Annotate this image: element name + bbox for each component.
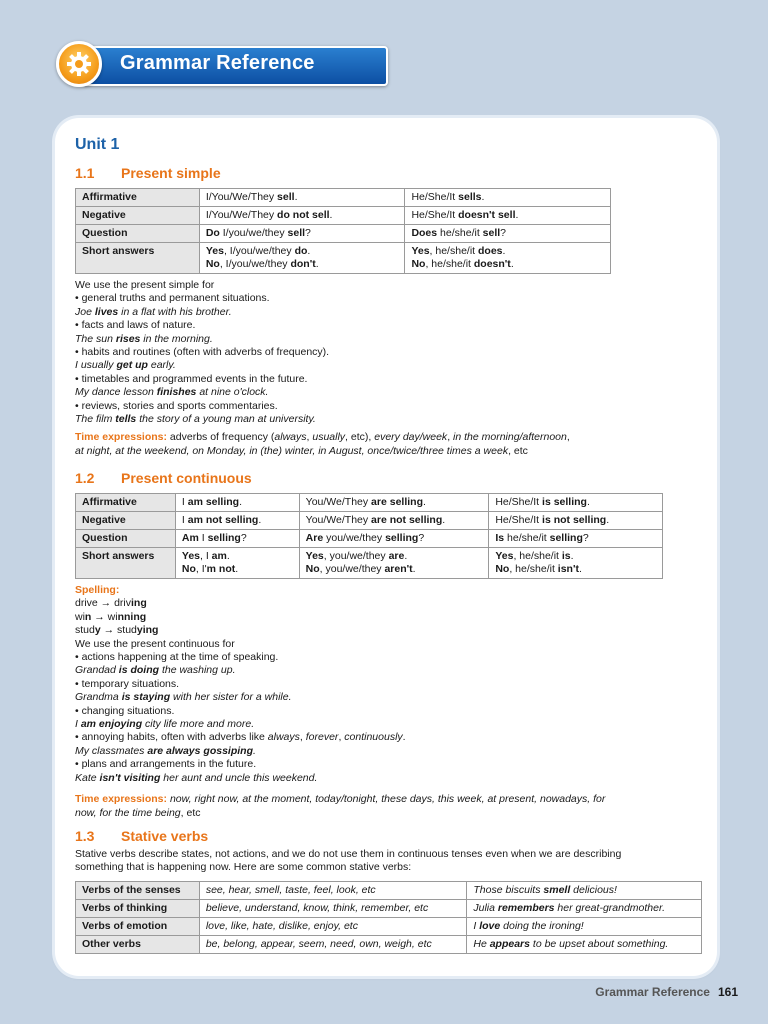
example-line: My classmates are always gossiping. <box>75 744 256 757</box>
example-line: Grandma is staying with her sister for a while. <box>75 691 292 704</box>
table-row <box>76 530 663 548</box>
table-cell: Those biscuits smell delicious! <box>467 882 702 900</box>
example-line: The sun rises in the morning. <box>75 332 213 345</box>
table-cell: Short answers <box>76 243 200 274</box>
example-line: I usually get up early. <box>75 359 176 372</box>
table-cell: Short answers <box>76 548 176 579</box>
table-row <box>76 900 702 918</box>
footer-label: Grammar Reference <box>595 985 710 999</box>
table-cell: Question <box>76 225 200 243</box>
gear-icon <box>56 41 102 87</box>
table-cell: He/She/It doesn't sell. <box>405 207 611 225</box>
table-cell: Are you/we/they selling? <box>299 530 489 548</box>
table-cell: I/You/We/They sell. <box>199 189 405 207</box>
present-continuous-table <box>75 493 663 579</box>
text-line: • plans and arrangements in the future. <box>75 758 257 771</box>
table-cell: be, belong, appear, seem, need, own, weigh, etc <box>199 936 467 954</box>
text-line: • temporary situations. <box>75 677 180 690</box>
table-row <box>76 882 702 900</box>
text-line: • facts and laws of nature. <box>75 319 196 332</box>
text-line: study → studying <box>75 624 159 637</box>
example-line: Kate isn't visiting her aunt and uncle this weekend. <box>75 771 318 784</box>
table-cell: Verbs of thinking <box>76 900 200 918</box>
table-cell: He appears to be upset about something. <box>467 936 702 954</box>
example-line: The film tells the story of a young man at university. <box>75 413 316 426</box>
present-continuous-uses <box>75 584 705 820</box>
table-cell: Julia remembers her great-grandmother. <box>467 900 702 918</box>
text-line: • timetables and programmed events in the future. <box>75 372 308 385</box>
section-name: Present simple <box>121 165 221 181</box>
spelling-label: Spelling: <box>75 584 120 596</box>
text-line: • changing situations. <box>75 704 175 717</box>
table-cell: Does he/she/it sell? <box>405 225 611 243</box>
table-row <box>76 189 611 207</box>
page-number: 161 <box>717 985 738 999</box>
time-expressions-line: at night, at the weekend, on Monday, in (the) winter, in August, once/twice/three times a week, etc <box>75 444 528 457</box>
table-cell: He/She/It is selling. <box>489 494 663 512</box>
text-line: Stative verbs describe states, not actions, and we do not use them in continuous tenses even when we are describing <box>75 848 622 860</box>
table-row <box>76 225 611 243</box>
header-bar <box>82 46 388 86</box>
time-expressions-line: now, for the time being, etc <box>75 806 201 819</box>
table-row <box>76 494 663 512</box>
time-expressions-line: Time expressions: now, right now, at the moment, today/tonight, these days, this week, at present, nowadays, for <box>75 793 606 806</box>
table-cell: Yes, I/you/we/they do. No, I/you/we/they don't. <box>199 243 405 274</box>
section-title-stative-verbs <box>75 828 208 844</box>
example-line: Grandad is doing the washing up. <box>75 664 236 677</box>
text-line: • reviews, stories and sports commentaries. <box>75 399 278 412</box>
time-expressions-label: Time expressions: <box>75 793 168 806</box>
table-cell: Other verbs <box>76 936 200 954</box>
section-title-present-simple <box>75 165 221 181</box>
table-cell: Is he/she/it selling? <box>489 530 663 548</box>
table-cell: I love doing the ironing! <box>467 918 702 936</box>
present-simple-uses <box>75 279 705 458</box>
table-row <box>76 548 663 579</box>
section-name: Present continuous <box>121 470 252 486</box>
text-line: We use the present simple for <box>75 279 215 291</box>
text-line: We use the present continuous for <box>75 637 235 650</box>
table-cell: He/She/It is not selling. <box>489 512 663 530</box>
table-row <box>76 207 611 225</box>
table-row <box>76 512 663 530</box>
table-cell: You/We/They are selling. <box>299 494 489 512</box>
table-row <box>76 918 702 936</box>
table-cell: see, hear, smell, taste, feel, look, etc <box>199 882 467 900</box>
table-cell: I/You/We/They do not sell. <box>199 207 405 225</box>
table-cell: Yes, you/we/they are. No, you/we/they aren't. <box>299 548 489 579</box>
table-cell: He/She/It sells. <box>405 189 611 207</box>
table-cell: believe, understand, know, think, remember, etc <box>199 900 467 918</box>
section-number: 1.2 <box>75 470 95 486</box>
table-cell: I am selling. <box>175 494 299 512</box>
example-line: My dance lesson finishes at nine o'clock. <box>75 386 269 399</box>
section-number: 1.1 <box>75 165 95 181</box>
table-cell: I am not selling. <box>175 512 299 530</box>
table-cell: Affirmative <box>76 494 176 512</box>
page-footer <box>595 985 738 999</box>
content-card <box>55 118 717 976</box>
stative-verbs-table <box>75 881 702 954</box>
section-number: 1.3 <box>75 828 95 844</box>
unit-title: Unit 1 <box>75 136 120 153</box>
table-cell: Negative <box>76 512 176 530</box>
page-title: Grammar Reference <box>120 52 315 74</box>
table-cell: Negative <box>76 207 200 225</box>
text-line: • general truths and permanent situations. <box>75 292 270 305</box>
section-name: Stative verbs <box>121 828 209 844</box>
header-badge <box>56 41 386 87</box>
present-simple-table <box>75 188 611 274</box>
table-cell: Am I selling? <box>175 530 299 548</box>
table-cell: Yes, he/she/it is. No, he/she/it isn't. <box>489 548 663 579</box>
text-line: • actions happening at the time of speaking. <box>75 651 279 664</box>
text-line: drive → driving <box>75 597 147 610</box>
table-cell: Question <box>76 530 176 548</box>
table-cell: Verbs of the senses <box>76 882 200 900</box>
time-expressions-label: Time expressions: <box>75 431 168 444</box>
text-line: • habits and routines (often with adverbs of frequency). <box>75 346 330 359</box>
table-cell: love, like, hate, dislike, enjoy, etc <box>199 918 467 936</box>
table-cell: Affirmative <box>76 189 200 207</box>
table-cell: You/We/They are not selling. <box>299 512 489 530</box>
text-line: win → winning <box>75 610 147 623</box>
text-line: something that is happening now. Here are some common stative verbs: <box>75 861 412 874</box>
table-cell: Yes, I am. No, I'm not. <box>175 548 299 579</box>
example-line: I am enjoying city life more and more. <box>75 718 255 731</box>
stative-verbs-intro <box>75 848 705 875</box>
table-cell: Yes, he/she/it does. No, he/she/it doesn't. <box>405 243 611 274</box>
table-cell: Verbs of emotion <box>76 918 200 936</box>
table-row <box>76 243 611 274</box>
time-expressions-line: Time expressions: adverbs of frequency (always, usually, etc), every day/week, in the morning/afternoon, <box>75 431 570 444</box>
table-row <box>76 936 702 954</box>
example-line: Joe lives in a flat with his brother. <box>75 305 232 318</box>
text-line: • annoying habits, often with adverbs like always, forever, continuously. <box>75 731 406 744</box>
section-title-present-continuous <box>75 470 252 486</box>
table-cell: Do I/you/we/they sell? <box>199 225 405 243</box>
